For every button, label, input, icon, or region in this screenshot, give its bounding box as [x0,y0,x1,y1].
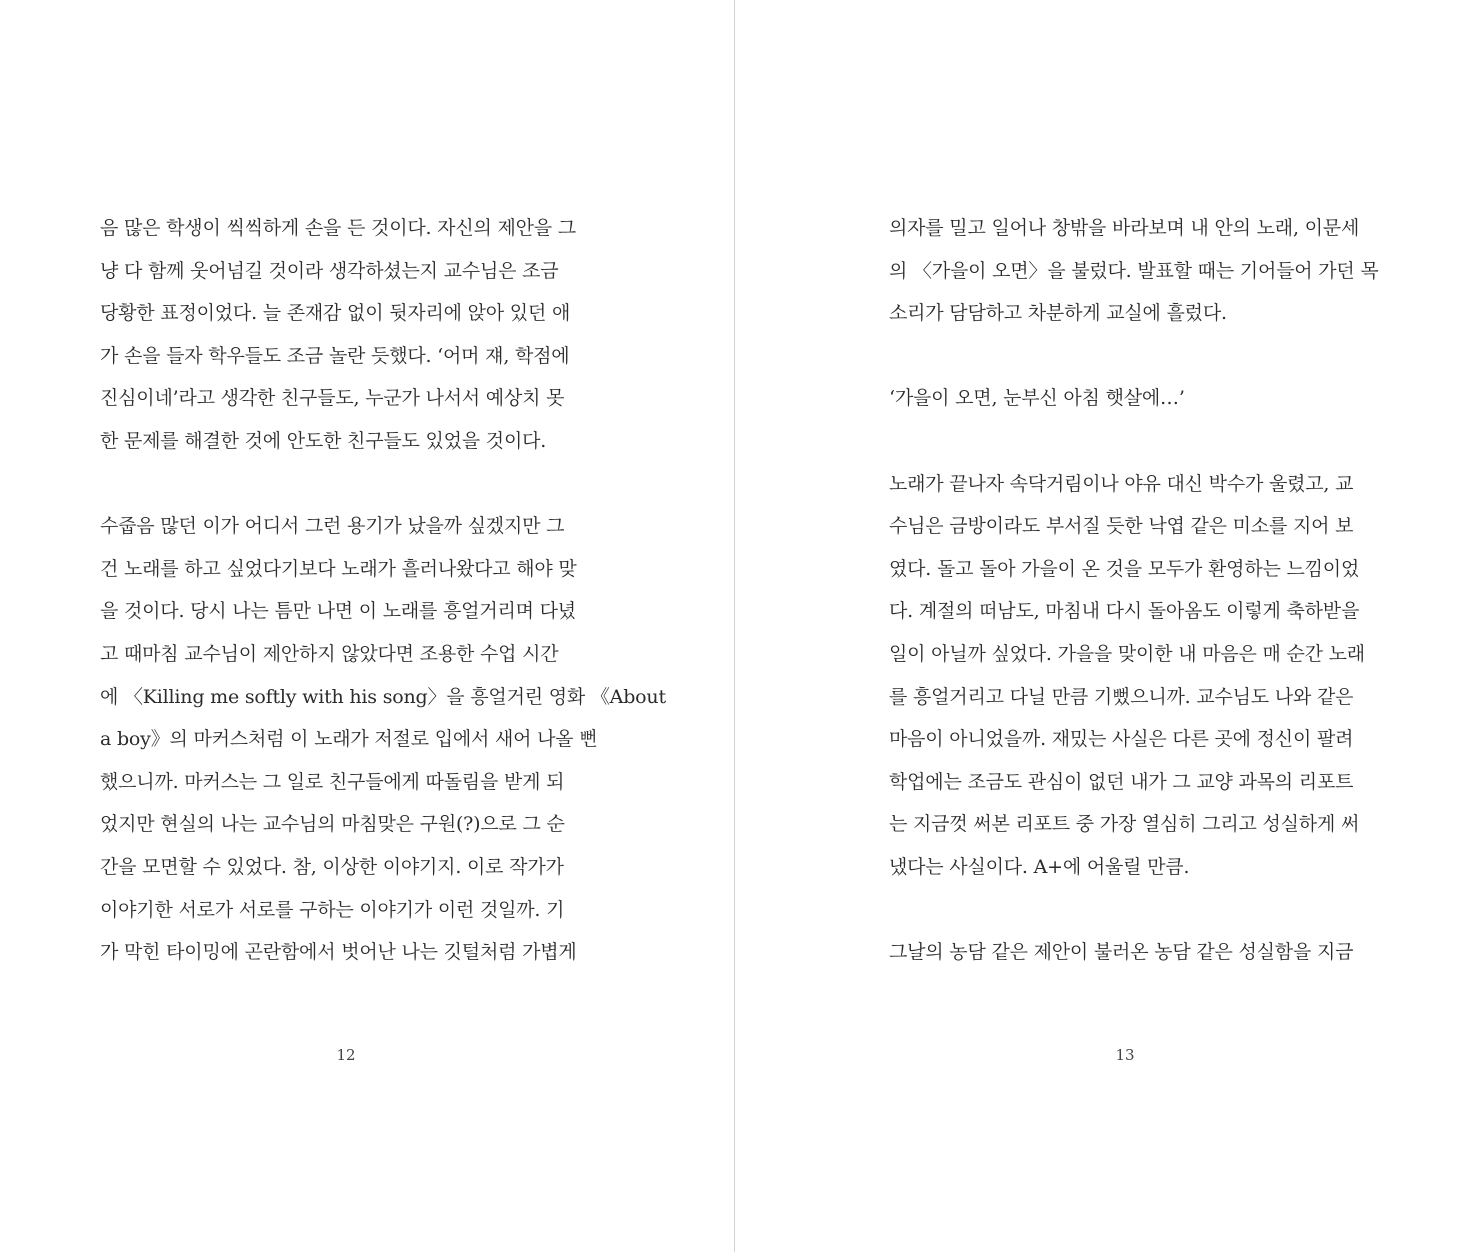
text-line: 수줍음 많던 이가 어디서 그런 용기가 났을까 싶겠지만 그 [100,515,565,538]
text-line: a boy》의 마커스처럼 이 노래가 저절로 입에서 새어 나올 뻔 [100,728,598,751]
right-paragraph-2 [889,377,1389,420]
text-line: 냥 다 함께 웃어넘길 것이라 생각하셨는지 교수님은 조금 [100,259,559,282]
right-page-body [889,207,1389,974]
text-line: 가 막힌 타이밍에 곤란함에서 벗어난 나는 깃털처럼 가볍게 [100,941,577,964]
text-line: 에 〈Killing me softly with his song〉을 흥얼거린 영화 《About [100,685,666,708]
text-line: 다. 계절의 떠남도, 마침내 다시 돌아옴도 이렇게 축하받을 [889,600,1360,623]
text-line: 를 흥얼거리고 다닐 만큼 기뻤으니까. 교수님도 나와 같은 [889,685,1354,708]
text-line: 그날의 농담 같은 제안이 불러온 농담 같은 성실함을 지금 [889,941,1354,964]
text-line: 일이 아닐까 싶었다. 가을을 맞이한 내 마음은 매 순간 노래 [889,642,1365,665]
page-number-left: 12 [336,1046,356,1064]
left-page [0,0,734,1252]
text-line: 고 때마침 교수님이 제안하지 않았다면 조용한 수업 시간 [100,642,559,665]
text-line: ‘가을이 오면, 눈부신 아침 햇살에…’ [889,387,1185,410]
text-line: 냈다는 사실이다. A+에 어울릴 만큼. [889,855,1190,878]
text-line: 간을 모면할 수 있었다. 참, 이상한 이야기지. 이로 작가가 [100,855,564,878]
text-line: 수님은 금방이라도 부서질 듯한 낙엽 같은 미소를 지어 보 [889,515,1354,538]
text-line: 가 손을 들자 학우들도 조금 놀란 듯했다. ‘어머 쟤, 학점에 [100,344,570,367]
text-line: 건 노래를 하고 싶었다기보다 노래가 흘러나왔다고 해야 맞 [100,557,577,580]
right-paragraph-1 [889,207,1389,335]
left-paragraph-2 [100,505,666,974]
text-line: 학업에는 조금도 관심이 없던 내가 그 교양 과목의 리포트 [889,770,1354,793]
text-line: 진심이네’라고 생각한 친구들도, 누군가 나서서 예상치 못 [100,387,565,410]
text-line: 한 문제를 해결한 것에 안도한 친구들도 있었을 것이다. [100,429,547,452]
text-line: 했으니까. 마커스는 그 일로 친구들에게 따돌림을 받게 되 [100,770,565,793]
left-paragraph-1 [100,207,600,463]
text-line: 마음이 아니었을까. 재밌는 사실은 다른 곳에 정신이 팔려 [889,728,1354,751]
page-number-right: 13 [1115,1046,1135,1064]
paragraph-gap [100,463,600,506]
text-line: 노래가 끝나자 속닥거림이나 야유 대신 박수가 울렸고, 교 [889,472,1354,495]
right-page [735,0,1476,1252]
right-paragraph-3 [889,463,1389,889]
text-line: 는 지금껏 써본 리포트 중 가장 열심히 그리고 성실하게 써 [889,813,1360,836]
text-line: 당황한 표정이었다. 늘 존재감 없이 뒷자리에 앉아 있던 애 [100,302,571,325]
text-line: 음 많은 학생이 씩씩하게 손을 든 것이다. 자신의 제안을 그 [100,217,576,239]
right-paragraph-4 [889,931,1389,974]
paragraph-gap [889,420,1389,463]
text-line: 을 것이다. 당시 나는 틈만 나면 이 노래를 흥얼거리며 다녔 [100,600,576,623]
text-line: 이야기한 서로가 서로를 구하는 이야기가 이런 것일까. 기 [100,898,565,921]
paragraph-gap [889,335,1389,378]
text-line: 였다. 돌고 돌아 가을이 온 것을 모두가 환영하는 느낌이었 [889,557,1360,580]
paragraph-gap [889,889,1389,932]
text-line: 었지만 현실의 나는 교수님의 마침맞은 구원(?)으로 그 순 [100,813,565,836]
left-page-body [100,207,666,974]
text-line: 의 〈가을이 오면〉을 불렀다. 발표할 때는 기어들어 가던 목 [889,259,1379,282]
text-line: 소리가 담담하고 차분하게 교실에 흘렀다. [889,302,1227,325]
text-line: 의자를 밀고 일어나 창밖을 바라보며 내 안의 노래, 이문세 [889,217,1360,239]
